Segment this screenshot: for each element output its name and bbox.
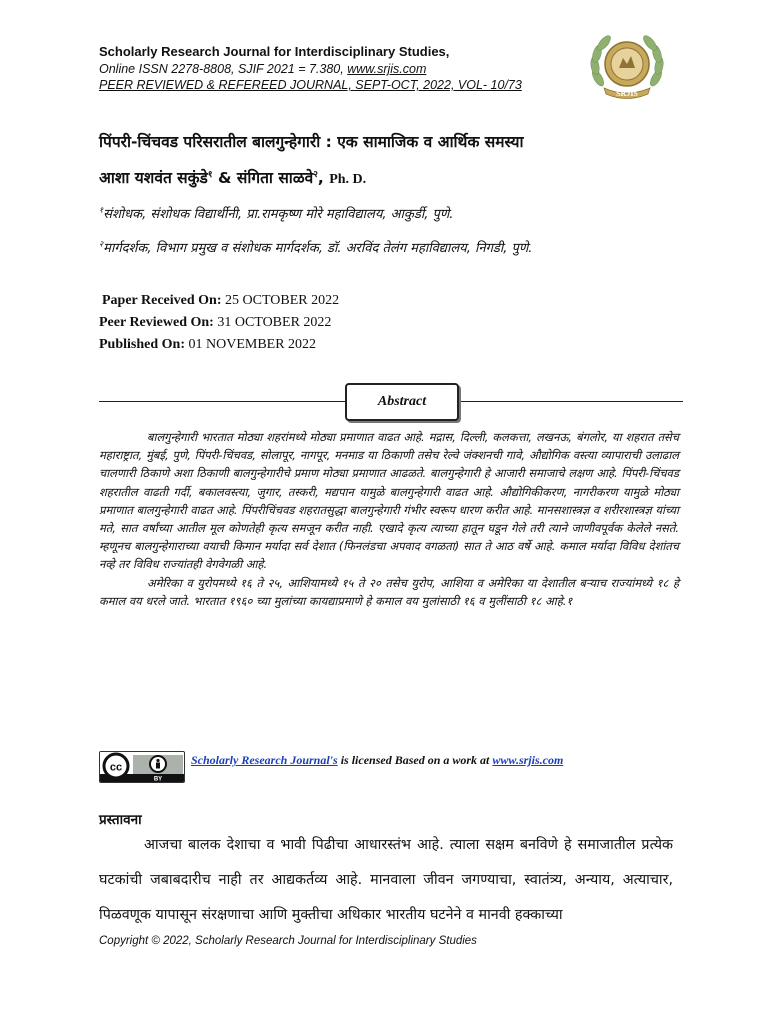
publication-dates bbox=[99, 290, 339, 356]
cc-by-license-icon[interactable] bbox=[99, 751, 185, 783]
abstract-paragraph-1: बालगुन्हेगारी भारतात मोठ्या शहरांमध्ये मोठ्या प्रमाणात वाढत आहे. मद्रास, दिल्ली, कलकत्ता, लखनऊ, बंगलोर, या शहरात तसेच महाराष्ट्रात, मुंबई, पुणे, पिंपरी-चिंचवड, सोलापूर, नागपूर, मनमाड या ठिकाणी तसेच रेल्वे जंक्शनची गावे, औद्योगिक वस्त्या व्यापाराची उलाढाल चालणारी ठिकाणे अशा ठिकाणी बालगुन्हेगारीचे प्रमाण मोठ्या प्रमाणात आढळते. बालगुन्हेगारी हे आजारी समाजाचे लक्षण आहे. पिंपरी-चिंचवड शहरातील वाढती गर्दी, बकालवस्त्या, जुगार, तस्करी, मद्यपान यामुळे बालगुन्हेगारी वाढत आहे. औद्योगिकीकरण, नागरीकरण यामुळे मोठ्या प्रमाणात बालगुन्हेगारी वाढत आहे. पिंपरीचिंचवड शहरातसुद्धा बालगुन्हेगारी गंभीर स्वरूप धारण करीत आहे. मानसशास्त्रज्ञ व शरीरशास्त्रज्ञ यांच्या मते, सात वर्षांच्या आतील मूल कोणतेही कृत्य समजून करीत नाही. एखादे कृत्य त्याच्या हातून घडून गेले तरी त्याने जाणीवपूर्वक केलेले नसते. म्हणूनच बालगुन्हेगाराच्या वयाची किमान मर्यादा सर्व देशात (फिनलंडचा अपवाद वगळता) सात ते आठ वर्षे आहे. कमाल मर्यादा विविध देशांतच नव्हे तर विविध राज्यांतही वेगवेगळी आहे. bbox=[99, 430, 679, 572]
journal-link[interactable]: Scholarly Research Journal's bbox=[191, 753, 338, 767]
published-date: Published On: 01 NOVEMBER 2022 bbox=[99, 337, 317, 352]
received-date: Paper Received On: 25 OCTOBER 2022 bbox=[102, 293, 340, 308]
site-link[interactable]: www.srjis.com bbox=[492, 753, 564, 767]
affiliation-2 bbox=[99, 238, 532, 256]
journal-website-link[interactable]: www.srjis.com bbox=[347, 62, 427, 76]
affiliation-1-text: संशोधक, संशोधक विद्यार्थीनी, प्रा.रामकृष्ण मोरे महाविद्यालय, आकुर्डी, पुणे. bbox=[103, 207, 454, 222]
journal-name: Scholarly Research Journal for Interdisciplinary Studies, bbox=[99, 44, 450, 59]
affiliation-1 bbox=[99, 204, 453, 222]
svg-text:cc: cc bbox=[109, 761, 123, 774]
logo-text: SRJIS bbox=[616, 89, 638, 98]
journal-header bbox=[99, 43, 569, 93]
section-heading: प्रस्तावना bbox=[99, 812, 142, 828]
author-degree: Ph. D. bbox=[329, 172, 367, 187]
license-notice bbox=[99, 751, 699, 783]
issn-line bbox=[99, 61, 569, 77]
cc-badge-text: BY bbox=[153, 776, 163, 783]
affiliation-1-marker: १ bbox=[99, 205, 104, 215]
license-text bbox=[191, 753, 563, 768]
author-line: आशा यशवंत सकुंडे$^१$ & संगिता साळवे$^२$, Ph. D. bbox=[99, 169, 367, 187]
article-title: पिंपरी-चिंचवड परिसरातील बालगुन्हेगारी : एक सामाजिक व आर्थिक समस्या bbox=[99, 133, 524, 151]
author-1-marker: १ bbox=[207, 169, 213, 180]
peer-review-line: PEER REVIEWED & REFEREED JOURNAL, SEPT-OCT, 2022, VOL- 10/73 bbox=[99, 78, 522, 92]
license-middle-text: is licensed Based on a work at bbox=[337, 753, 493, 767]
reviewed-date: Peer Reviewed On: 31 OCTOBER 2022 bbox=[99, 315, 332, 330]
journal-logo bbox=[588, 28, 666, 106]
affiliation-2-text: मार्गदर्शक, विभाग प्रमुख व संशोधक मार्गदर्शक, डॉ. अरविंद तेलंग महाविद्यालय, निगडी, पुणे. bbox=[103, 241, 533, 256]
author-separator: & bbox=[212, 169, 237, 187]
affiliation-2-marker: २ bbox=[99, 239, 104, 249]
author-1: आशा यशवंत सकुंडे bbox=[99, 169, 208, 187]
author-2: संगिता साळवे bbox=[236, 169, 314, 187]
section-paragraph: आजचा बालक देशाचा व भावी पिढीचा आधारस्तंभ आहे. त्याला सक्षम बनविणे हे समाजातील प्रत्येक घटकांची जबाबदारीच नाही तर आद्यकर्तव्य आहे. मानवाला जीवन जगण्याचा, स्वातंत्र्य, अन्याय, अत्याचार, पिळवणूक यापासून संरक्षणाचा आणि मुक्तीचा अधिकार भारतीय घटनेने व मानवी हक्काच्या bbox=[99, 837, 673, 923]
issn-text: Online ISSN 2278-8808, SJIF 2021 = 7.380, bbox=[99, 62, 348, 76]
section-body bbox=[99, 828, 673, 933]
author-2-marker: २ bbox=[313, 169, 318, 180]
copyright-footer: Copyright © 2022, Scholarly Research Journal for Interdisciplinary Studies bbox=[99, 935, 477, 947]
abstract-heading: Abstract bbox=[345, 383, 459, 421]
abstract-paragraph-2: अमेरिका व युरोपमध्ये १६ ते २५, आशियामध्ये १५ ते २० तसेच युरोप, आशिया व अमेरिका या देशातील बऱ्याच राज्यांमध्ये १८ हे कमाल वय धरले जाते. भारतात १९६० च्या मुलांच्या कायद्याप्रमाणे हे कमाल वय मुलांसाठी १६ व मुलींसाठी १८ आहे.१ bbox=[99, 575, 679, 608]
abstract-body bbox=[99, 428, 679, 610]
